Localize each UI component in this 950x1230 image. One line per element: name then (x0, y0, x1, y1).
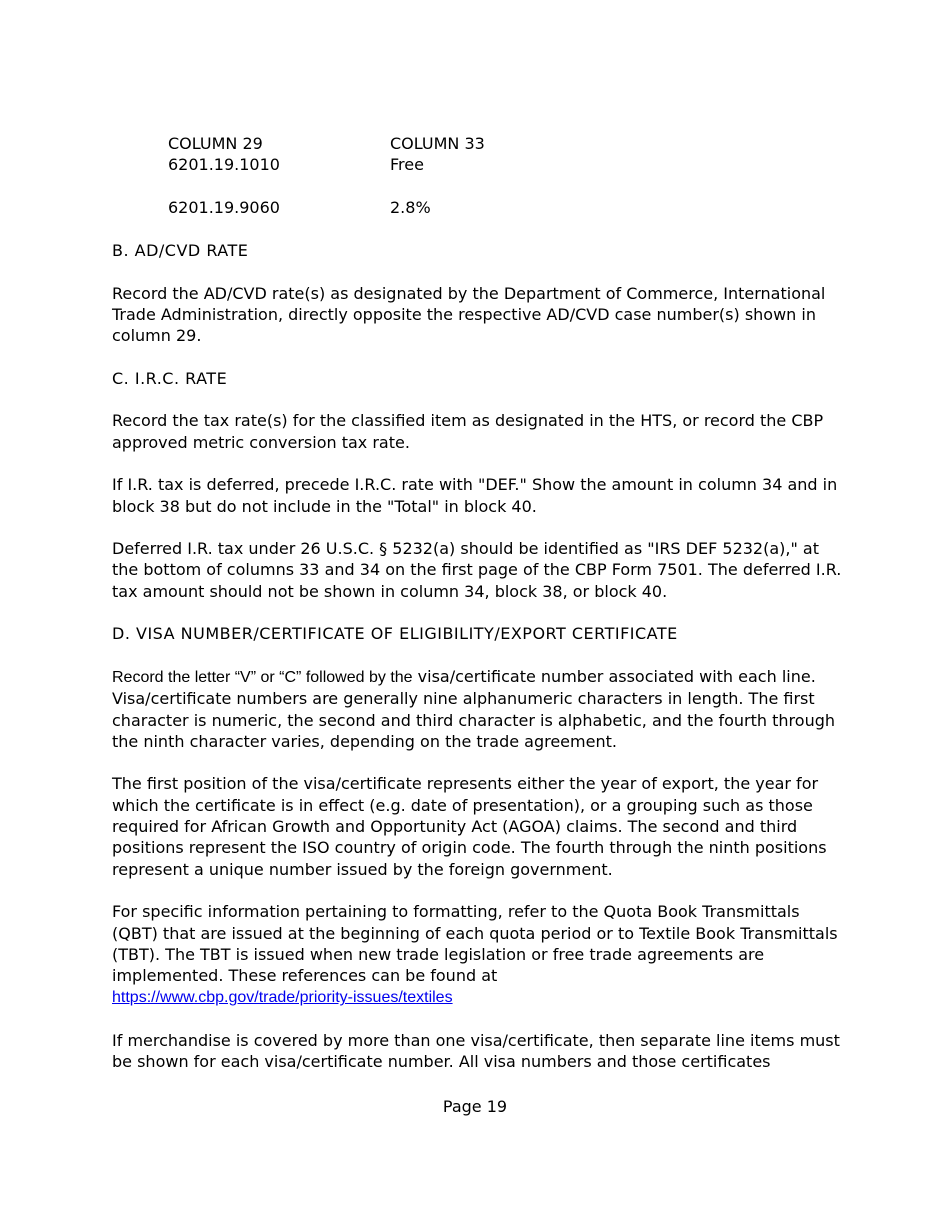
spacer (112, 517, 842, 538)
spacer (112, 880, 842, 901)
spacer (112, 752, 842, 773)
rate-value: Free (390, 155, 424, 175)
section-d-paragraph-2: The first position of the visa/certificate represents either the year of export, the year for which the certificate is in effect (e.g. date of presentation), or a grouping such as those required for African Growth and Opportunity Act (AGOA) claims. The second and third positions represent the ISO country of origin code. The fourth through the ninth positions represent a unique number issued by the foreign government. (112, 774, 827, 879)
spacer (112, 389, 842, 410)
spacer (112, 645, 842, 666)
document-body (112, 240, 842, 1073)
hts-code: 6201.19.1010 (168, 155, 280, 175)
section-d-paragraph-4: If merchandise is covered by more than one visa/certificate, then separate line items must be shown for each visa/certificate number. All visa numbers and those certificates (112, 1030, 840, 1072)
section-d-heading: D. VISA NUMBER/CERTIFICATE OF ELIGIBILITY/EXPORT CERTIFICATE (112, 624, 678, 644)
section-d-paragraph-1-rest: visa/certificate number associated with each line. Visa/certificate numbers are generally nine alphanumeric characters in length. The first character is numeric, the second and third character is alphabetic, and the fourth through the ninth character varies, depending on the trade agreement. (112, 666, 835, 751)
column-29-header: COLUMN 29 (168, 134, 263, 153)
hts-code: 6201.19.9060 (168, 197, 280, 217)
spacer (112, 602, 842, 623)
column-33-header: COLUMN 33 (390, 134, 485, 153)
section-c-paragraph-3: Deferred I.R. tax under 26 U.S.C. § 5232(a) should be identified as "IRS DEF 5232(a)," at the bottom of columns 33 and 34 on the first page of the CBP Form 7501. The deferred I.R. tax amount should not be shown in column 34, block 38, or block 40. (112, 539, 842, 601)
page-number: Page 19 (442, 1097, 508, 1116)
rate-value: 2.8% (390, 197, 431, 217)
section-d-paragraph-3 (112, 901, 842, 1008)
textiles-link[interactable]: https://www.cbp.gov/trade/priority-issues/textiles (112, 989, 453, 1007)
spacer (112, 1009, 842, 1030)
section-b-paragraph: Record the AD/CVD rate(s) as designated by the Department of Commerce, International Trade Administration, directly opposite the respective AD/CVD case number(s) shown in column 29. (112, 283, 826, 346)
section-b-heading: B. AD/CVD RATE (112, 241, 249, 260)
section-c-paragraph-1: Record the tax rate(s) for the classified item as designated in the HTS, or record the CBP approved metric conversion tax rate. (112, 411, 824, 452)
section-d-paragraph-3-text: For specific information pertaining to formatting, refer to the Quota Book Transmittals (QBT) that are issued at the beginning of each quota period or to Textile Book Transmittals (TBT). The TBT is issued when new trade legislation or free trade agreements are implemented. These references can be found at (112, 902, 838, 986)
spacer (112, 261, 842, 282)
spacer (112, 453, 842, 474)
section-d-paragraph-1-lead: Record the letter “V” or “C” followed by the (112, 668, 413, 686)
section-c-paragraph-2: If I.R. tax is deferred, precede I.R.C. rate with "DEF." Show the amount in column 34 and in block 38 but do not include in the "Total" in block 40. (112, 475, 838, 516)
spacer (112, 346, 842, 367)
section-c-heading: C. I.R.C. RATE (112, 368, 228, 388)
section-d-paragraph-1 (112, 666, 842, 752)
